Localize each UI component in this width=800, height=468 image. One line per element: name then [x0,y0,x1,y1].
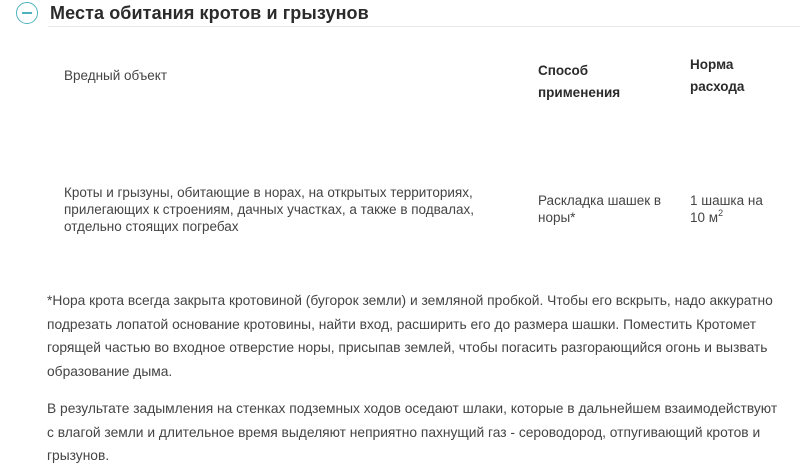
row-rate [690,192,780,226]
minus-circle-icon[interactable] [16,2,38,24]
note-paragraph-2: В результате задымления на стенках подземных ходов оседают шлаки, которые в дальнейшем взаимодействуют с влагой земли и длительное время выделяют неприятно пахнущий газ - сероводород, отпугивающий кротов и грызунов. [47,401,778,463]
header-object: Вредный объект [64,68,168,83]
section-divider [48,26,800,27]
header-method: Способ применения [538,63,621,100]
rate-text: 1 шашка на 10 м [690,193,763,225]
rate-unit-power: 2 [718,208,724,218]
row-object: Кроты и грызуны, обитающие в норах, на открытых территориях, прилегающих к строениям, дачных участках, а также в подвалах, отдельно стоящих погребах [64,185,475,234]
header-rate: Норма расхода [690,57,745,94]
row-method: Раскладка шашек в норы* [538,193,662,225]
section-header[interactable] [16,0,369,26]
section-title: Места обитания кротов и грызунов [50,2,369,23]
note-paragraph-1: *Нора крота всегда закрыта кротовиной (бугорок земли) и земляной пробкой. Чтобы его вскрыть, надо аккуратно подрезать лопатой основание кротовины, найти вход, расширить его до размера шашки. Поместить Кротомет горящей частью во входное отверстие норы, присыпав землей, чтобы погасить разгорающийся огонь и вызвать образование дыма. [47,293,773,379]
